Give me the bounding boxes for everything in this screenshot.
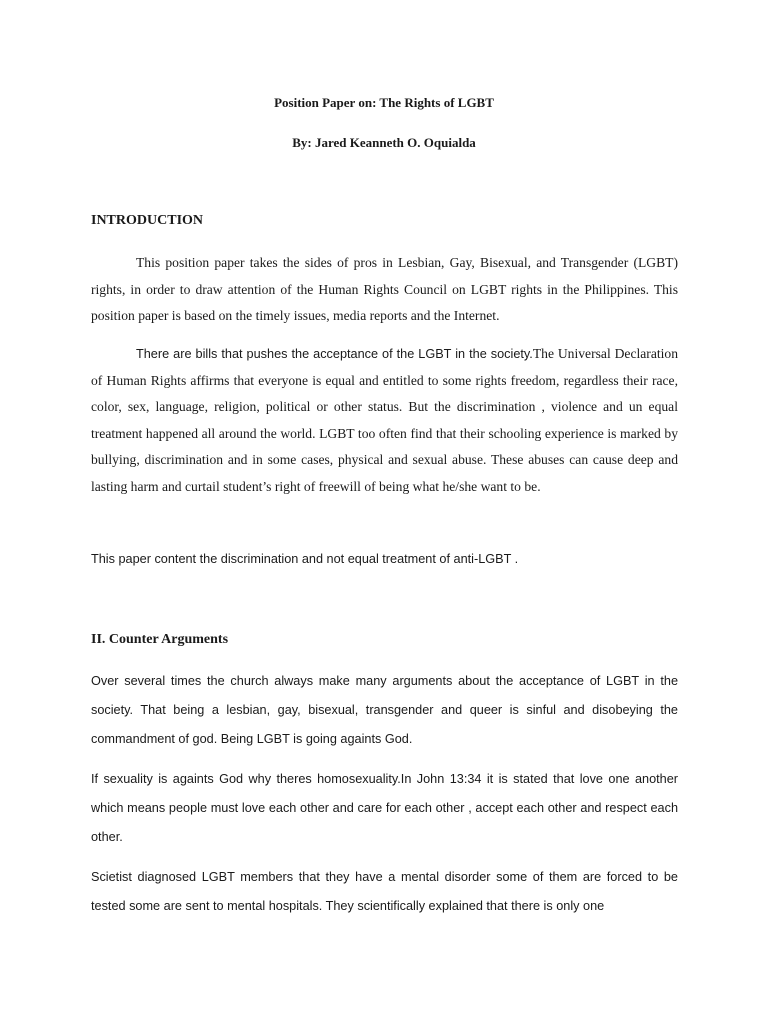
intro-paragraph-2-body: The Universal Declaration of Human Rights affirms that everyone is equal and entitled to some rights freedom, regardless their race, color, sex, language, religion, political or other status. But the discrimination , violence and un equal treatment happened all around the world. LGBT too often find that their schooling experience is marked by bullying, discrimination and in some cases, physical and sexual abuse. These abuses can cause deep and lasting harm and curtail student’s right of freewill of being what he/she want to be. — [91, 346, 679, 494]
page-title: Position Paper on: The Rights of LGBT — [274, 95, 494, 110]
counter-paragraph-3: Scietist diagnosed LGBT members that they have a mental disorder some of them are forced to be tested some are sent to mental hospitals. They scientifically explained that there is only one — [91, 870, 678, 913]
introduction-heading: INTRODUCTION — [91, 213, 204, 228]
author-line: By: Jared Keanneth O. Oquialda — [292, 135, 476, 150]
counter-paragraph-2: If sexuality is againts God why theres homosexuality.In John 13:34 it is stated that love one another which means people must love each other and care for each other , accept each other and respect each other. — [91, 772, 678, 844]
intro-paragraph-2-lead: There are bills that pushes the acceptance of the LGBT in the society. — [136, 347, 533, 361]
intro-paragraph-2 — [91, 341, 678, 500]
counter-paragraph-1: Over several times the church always make many arguments about the acceptance of LGBT in the society. That being a lesbian, gay, bisexual, transgender and queer is sinful and disobeying the commandment of god. Being LGBT is going againts God. — [91, 674, 678, 746]
counter-arguments-heading: II. Counter Arguments — [91, 632, 229, 647]
intro-paragraph-1: This position paper takes the sides of pros in Lesbian, Gay, Bisexual, and Transgender (LGBT) rights, in order to draw attention of the Human Rights Council on LGBT rights in the Philippines. This position paper is based on the timely issues, media reports and the Internet. — [91, 255, 678, 323]
intro-paragraph-3: This paper content the discrimination and not equal treatment of anti-LGBT . — [91, 552, 519, 566]
